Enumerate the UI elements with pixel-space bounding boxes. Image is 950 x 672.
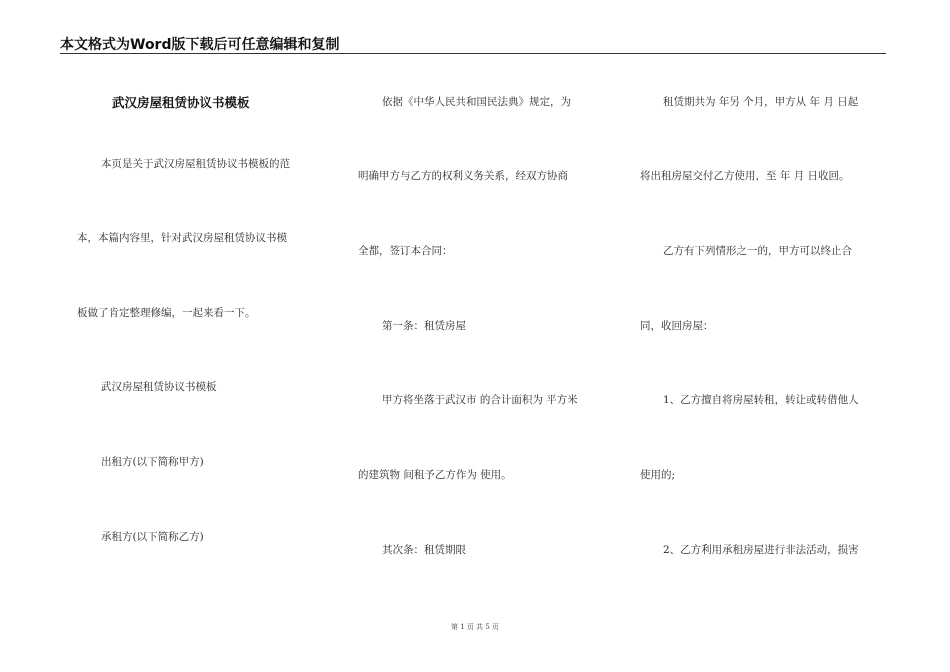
- paragraph-line: 1、乙方擅自将房屋转租，转让或转借他人: [663, 394, 859, 406]
- paragraph-line: 乙方有下列情形之一的，甲方可以终止合: [663, 245, 852, 257]
- paragraph-line: 全都，签订本合同：: [358, 245, 453, 257]
- paragraph-line: 本，本篇内容里，针对武汉房屋租赁协议书模: [77, 232, 287, 244]
- paragraph-line: 板做了肯定整理修编，一起来看一下。: [77, 307, 256, 319]
- paragraph-line: 本页是关于武汉房屋租赁协议书模板的范: [101, 158, 290, 170]
- paragraph-line: 的建筑物 间租予乙方作为 使用。: [358, 469, 512, 481]
- header-divider: [60, 53, 886, 54]
- paragraph-line: 同，收回房屋：: [640, 320, 714, 332]
- paragraph-line: 武汉房屋租赁协议书模板: [101, 381, 217, 393]
- paragraph-line: 租赁期共为 年另 个月，甲方从 年 月 日起: [663, 96, 859, 108]
- paragraph-line: 承租方(以下简称乙方): [101, 531, 204, 543]
- document-title: 武汉房屋租赁协议书模板: [112, 95, 250, 110]
- paragraph-line: 甲方将坐落于武汉市 的合计面积为 平方米: [382, 394, 578, 406]
- paragraph-line: 依据《中华人民共和国民法典》规定，为: [382, 96, 571, 108]
- page-number: 第 1 页 共 5 页: [450, 623, 500, 631]
- document-header: 本文格式为Word版下载后可任意编辑和复制: [60, 37, 340, 53]
- paragraph-line: 使用的;: [640, 469, 676, 481]
- paragraph-line: 出租方(以下简称甲方): [101, 456, 204, 468]
- paragraph-line: 其次条：租赁期限: [382, 544, 466, 556]
- paragraph-line: 第一条：租赁房屋: [382, 320, 466, 332]
- paragraph-line: 将出租房屋交付乙方使用，至 年 月 日收回。: [640, 170, 850, 182]
- paragraph-line: 明确甲方与乙方的权利义务关系，经双方协商: [358, 170, 568, 182]
- paragraph-line: 2、乙方利用承租房屋进行非法活动，损害: [663, 544, 859, 556]
